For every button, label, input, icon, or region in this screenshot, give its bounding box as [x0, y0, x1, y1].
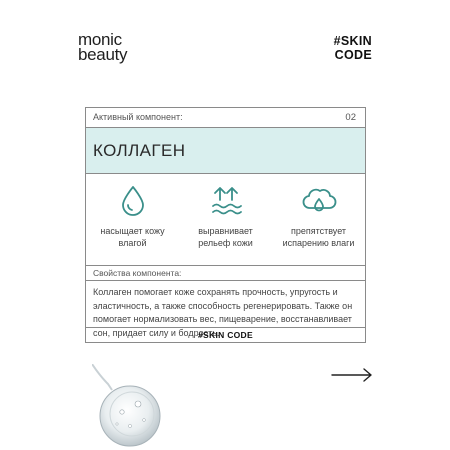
tag-line-2: CODE	[334, 48, 372, 62]
arrow-right-icon[interactable]	[331, 368, 373, 382]
brand-logo	[78, 32, 127, 62]
benefit-text-2: испарению влаги	[282, 238, 355, 248]
ingredient-title: КОЛЛАГЕН	[86, 128, 365, 174]
brand-line-2: beauty	[78, 45, 128, 64]
benefits-row	[86, 174, 365, 266]
properties-text: Коллаген помогает коже сохранять прочность, упругость и эластичность, а также способность регенерировать. Также он помогает нормализовать вес, пищеварение, восстанавливает сон, придает силу и бодрость.	[93, 287, 353, 338]
benefit-item	[86, 174, 179, 265]
benefit-text-2: рельеф кожи	[198, 238, 253, 248]
skin-code-tag	[334, 34, 372, 62]
card-header	[86, 108, 365, 128]
tag-line-1: #SKIN	[333, 34, 372, 48]
benefit-text-2: влагой	[118, 238, 147, 248]
waves-arrows-icon	[209, 184, 243, 218]
benefit-text-1: препятствует	[290, 226, 347, 236]
water-drop-icon	[116, 184, 150, 218]
brand-line-1: monic	[78, 30, 122, 49]
active-component-label: Активный компонент:	[93, 112, 183, 122]
properties-label: Свойства компонента:	[86, 266, 365, 281]
ingredient-card	[85, 107, 366, 343]
card-footer-tag: #SKIN CODE	[86, 327, 365, 342]
card-number: 02	[345, 112, 356, 123]
benefit-item	[272, 174, 365, 265]
serum-drop-image	[92, 364, 162, 450]
cloud-drop-icon	[301, 184, 337, 218]
benefit-item	[179, 174, 272, 265]
benefit-text-1: насыщает кожу	[100, 226, 165, 236]
benefit-text-1: выравнивает	[198, 226, 253, 236]
